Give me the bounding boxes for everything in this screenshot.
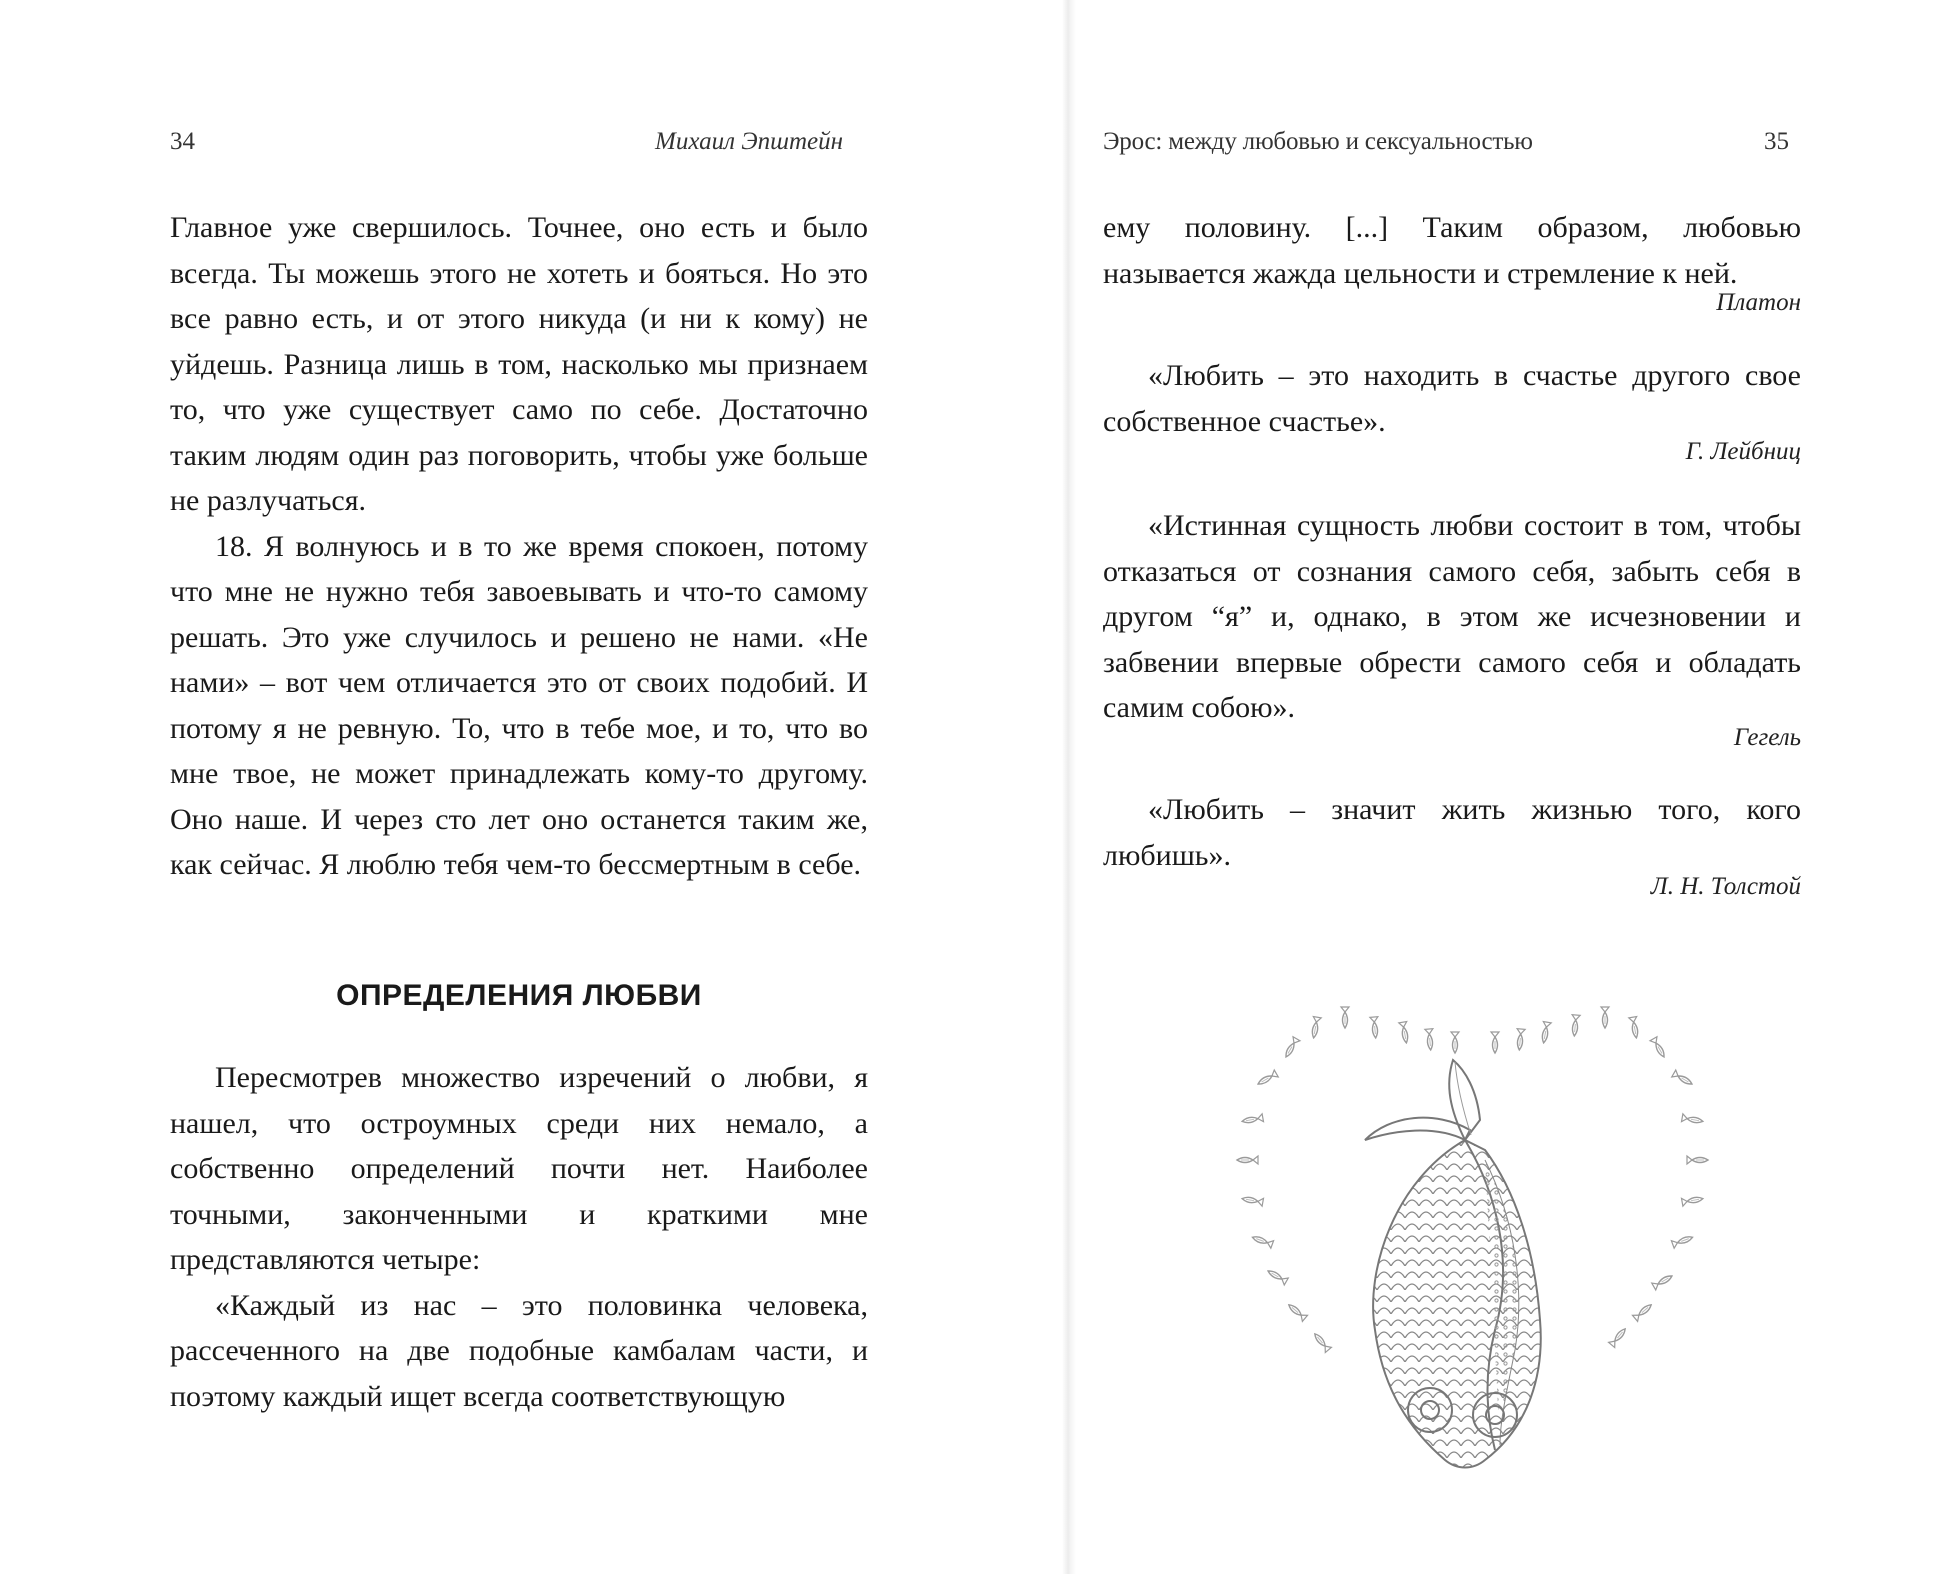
quote-plato-end: ему половину. [...] Таким образом, любовью называется жажда цельности и стремление к ней. [1103, 211, 1801, 290]
quote-plato-start: «Каждый из нас – это половинка человека, рассеченного на две подобные камбалам части, и поэтому каждый ищет всегда соответствующую [170, 1288, 868, 1413]
section-heading: ОПРЕДЕЛЕНИЯ ЛЮБВИ [336, 979, 702, 1012]
quote-hegel: «Истинная сущность любви состоит в том, чтобы отказаться от сознания самого себя, забыть себя в другом “я” и, однако, в этом же исчезновении и забвении впервые обрести самого себя и обладать самим собою». [1103, 509, 1801, 724]
right-page-number: 35 [1764, 128, 1789, 155]
book-gutter [1062, 0, 1076, 1574]
quote-leibniz: «Любить – это находить в счастье другого свое собственное счастье». [1103, 359, 1801, 438]
running-head-title: Эрос: между любовью и сексуальностью [1103, 128, 1533, 155]
quote-author-tolstoy: Л. Н. Толстой [1650, 873, 1801, 900]
big-fish [1365, 1060, 1541, 1468]
running-head-author: Михаил Эпштейн [655, 128, 844, 155]
quote-tolstoy: «Любить – значит жить жизнью того, кого любишь». [1103, 793, 1801, 872]
left-body-text [170, 205, 868, 888]
quote-author-leibniz: Г. Лейбниц [1685, 438, 1801, 465]
left-page-number: 34 [170, 128, 195, 155]
paragraph: 18. Я волнуюсь и в то же время спокоен, потому что мне не нужно тебя завоевывать и что-то самому решать. Это уже случилось и решено не нами. «Не нами» – вот чем отличается это от своих подобий. И потому я не ревную. То, что в тебе мое, и то, что во мне твое, не может принадлежать кому-то другому. Оно наше. И через сто лет оно останется таким же, как сейчас. Я люблю тебя чем-то бессмертным в себе. [170, 529, 868, 881]
paragraph: Главное уже свершилось. Точнее, оно есть и было всегда. Ты можешь этого не хотеть и бояться. Но это все равно есть, и от этого никуда (и ни к кому) не уйдешь. Разница лишь в том, насколько мы признаем то, что уже существует само по себе. Достаточно таким людям один раз поговорить, чтобы уже больше не разлучаться. [170, 211, 868, 517]
left-body-text-2 [170, 1055, 868, 1419]
paragraph: Пересмотрев множество изречений о любви, я нашел, что остроумных среди них немало, а собственно определений почти нет. Наиболее точными, законченными и краткими мне представляются четыре: [170, 1061, 868, 1276]
quote-author-plato: Платон [1716, 289, 1801, 316]
quote-author-hegel: Гегель [1733, 724, 1801, 751]
fish-illustration [1195, 990, 1735, 1490]
